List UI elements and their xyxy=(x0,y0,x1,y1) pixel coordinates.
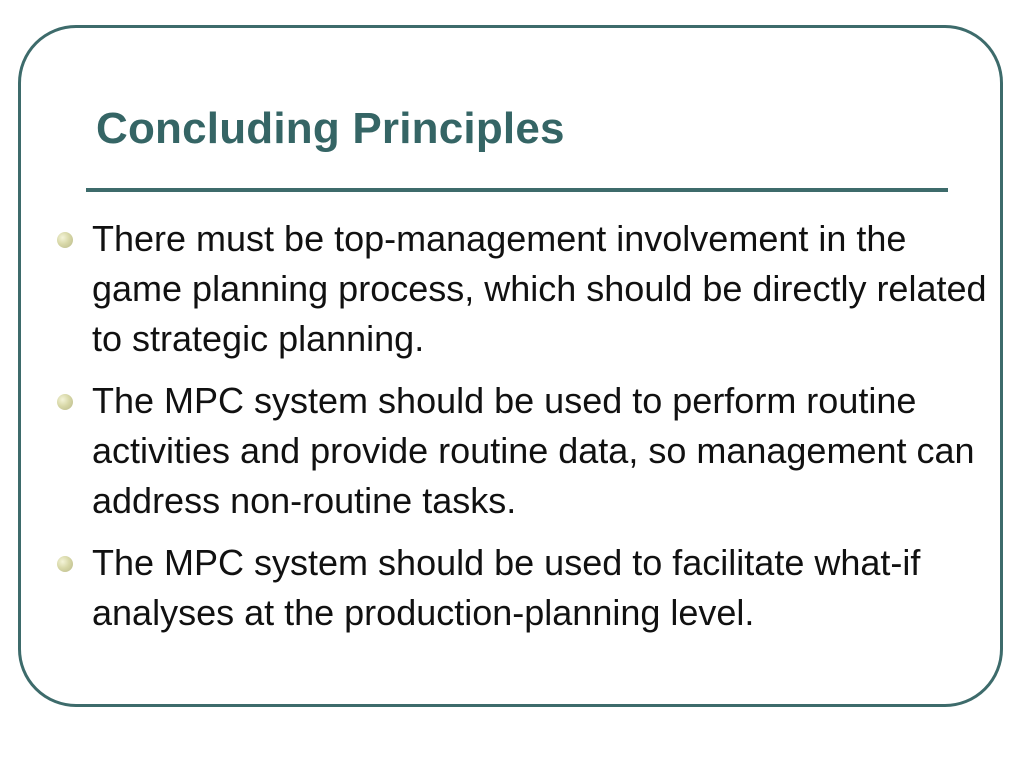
bullet-list xyxy=(0,214,1000,650)
bullet-dot-icon xyxy=(57,394,73,410)
bullet-dot-icon xyxy=(57,556,73,572)
bullet-item-2 xyxy=(0,376,1000,526)
slide-title: Concluding Principles xyxy=(96,104,565,153)
bullet-item-3 xyxy=(0,538,1000,638)
title-underline xyxy=(86,188,948,192)
bullet-dot-icon xyxy=(57,232,73,248)
bullet-text: The MPC system should be used to facilitate what-if analyses at the production-planning level. xyxy=(92,542,921,633)
bullet-item-1 xyxy=(0,214,1000,364)
bullet-text: There must be top-management involvement in the game planning process, which should be directly related to strategic planning. xyxy=(92,218,987,359)
bullet-text: The MPC system should be used to perform routine activities and provide routine data, so management can address non-routine tasks. xyxy=(92,380,975,521)
